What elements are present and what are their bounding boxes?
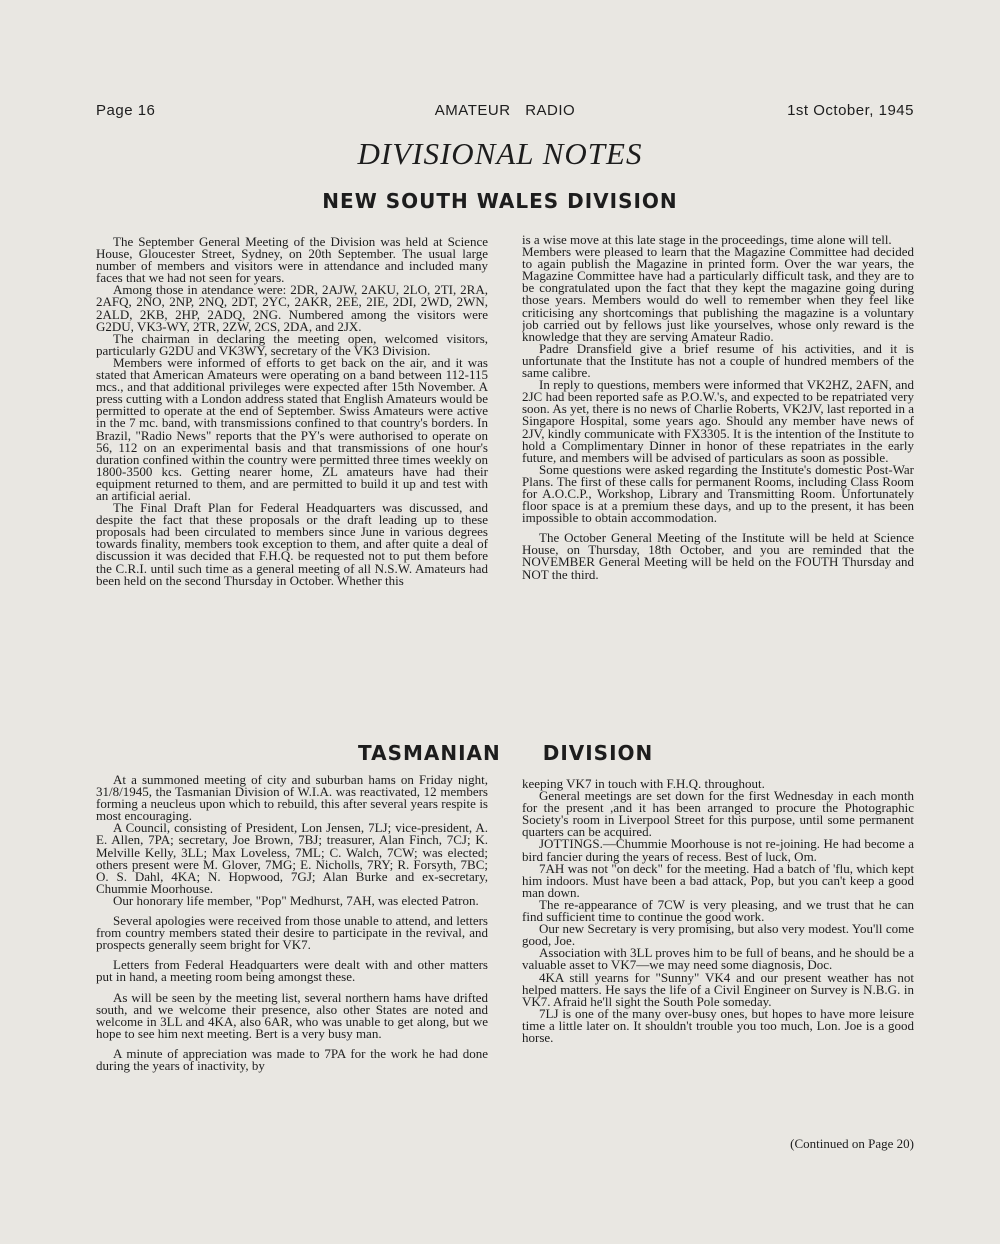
tas-left-column [96, 774, 488, 1158]
paragraph: Several apologies were received from those unable to attend, and letters from country members stated their desire to participate in the revival, and prospects generally seem bright for VK7. [96, 913, 488, 953]
issue-date: 1st October, 1945 [787, 102, 914, 119]
nsw-right-column [522, 234, 914, 728]
paragraph: The September General Meeting of the Division was held at Science House, Gloucester Street, Sydney, on 20th September. The usual large number of members and visitors were in attendance and included many faces that we had not seen for years. [96, 236, 488, 286]
paragraph: General meetings are set down for the first Wednesday in each month for the present ,and it has been arranged to procure the Photographic Society's room in Liverpool Street for this purpose, until some permanent quarters can be acquired. [522, 788, 914, 840]
running-head [96, 102, 914, 124]
paragraph: The October General Meeting of the Institute will be held at Science House, on Thursday, 18th October, and you are reminded that the NOVEMBER General Meeting will be held on the FOUTH Thursday and NOT the third. [522, 530, 914, 582]
paragraph: 4KA still yearns for "Sunny" VK4 and our present weather has not helped matters. He says the life of a Civil Engineer on Survey is N.B.G. in VK7. Afraid he'll sight the South Pole someday. [522, 969, 914, 1009]
paragraph: The re-appearance of 7CW is very pleasing, and we trust that he can find sufficient time to continue the good work. [522, 896, 914, 925]
paragraph: is a wise move at this late stage in the proceedings, time alone will tell. [522, 234, 892, 247]
paragraph: At a summoned meeting of city and suburban hams on Friday night, 31/8/1945, the Tasmanian Division of W.I.A. was reactivated, 12 members forming a neucleus upon which to rebuild, this after several years respite is most encouraging. [96, 774, 488, 824]
paragraph: A Council, consisting of President, Lon Jensen, 7LJ; vice-president, A. E. Allen, 7PA; secretary, Joe Brown, 7BJ; treasurer, Alan Finch, 7CJ; K. Melville Kelly, 3LL; Max Loveless, 7ML; C. Walch, 7CW; was elected; others present were M. Glover, 7MG; E. Nicholls, 7RY; R. Forsyth, 7BC; O. S. Dahl, 4KA; N. Hopwood, 7GJ; Alan Burke and ex-secretary, Chummie Moorhouse. [96, 820, 488, 896]
page-title: DIVISIONAL NOTES [357, 136, 643, 171]
paragraph: keeping VK7 in touch with F.H.Q. throughout. [522, 778, 765, 791]
nsw-left-column [96, 236, 488, 726]
continued-note: (Continued on Page 20) [790, 1136, 914, 1151]
paragraph: Among those in atendance were: 2DR, 2AJW, 2AKU, 2LO, 2TI, 2RA, 2AFQ, 2NO, 2NP, 2NQ, 2DT, 2YC, 2AKR, 2EE, 2IE, 2DI, 2WD, 2WN, 2ALD, 2KB, 2HP, 2ADQ, 2NG. Numbered among the visitors were G2DU, VK3-WY, 2TR, 2ZW, 2CS, 2DA, and 2JX. [96, 282, 488, 334]
paragraph: In reply to questions, members were informed that VK2HZ, 2AFN, and 2JC had been reported safe as P.O.W.'s, and expected to be repatriated very soon. As yet, there is no news of Charlie Roberts, VK2JV, last reported in a Singapore Hospital, some years ago. Should any member have news of 2JV, kindly communicate with FX3305. It is the intention of the Institute to hold a Complimentary Dinner in honor of these repatriates in the early future, and members will be advised of particulars as soon as possible. [522, 377, 914, 465]
paragraph: Letters from Federal Headquarters were dealt with and other matters put in hand, a meeting room being amongst these. [96, 957, 488, 985]
paragraph: Our new Secretary is very promising, but also very modest. You'll come good, Joe. [522, 921, 914, 949]
tas-right-column [522, 778, 914, 1158]
paragraph: As will be seen by the meeting list, several northern hams have drifted south, and we welcome their presence, also other States are noted and welcome in 3LL and 4KA, also 6AR, who was unable to get along, but we hope to see him next meeting. Bert is a very busy man. [96, 989, 488, 1041]
paragraph: The chairman in declaring the meeting open, welcomed visitors, particularly G2DU and VK3WY, secretary of the VK3 Division. [96, 330, 488, 358]
tasmanian-division-heading: TASMANIAN DIVISION [358, 741, 654, 765]
paragraph: The Final Draft Plan for Federal Headquarters was discussed, and despite the fact that these proposals or the draft leading up to these proposals had been circulated to members since June in various degrees towards finality, members took exception to them, and after quite a deal of discussion it was decided that F.H.Q. be requested not to put them before the C.R.I. until such time as a general meeting of all N.S.W. Amateurs had been held on the second Thursday in October. Whether this [96, 500, 488, 588]
paragraph: Members were pleased to learn that the Magazine Committee had decided to again publish the Magazine in printed form. Over the war years, the Magazine Committee have had a particularly difficult task, and they are to be congratulated upon the fact that they kept the magazine going during those years. Members would do well to remember when they feel like criticising any shortcomings that publishing the magazine is a voluntary job carried out by fellows just like yourselves, whose only reward is the knowledge that they are serving Amateur Radio. [522, 244, 914, 344]
paragraph: JOTTINGS.—Chummie Moorhouse is not re-joining. He had become a bird fancier during the years of recess. Best of luck, Om. [522, 836, 914, 864]
paragraph: 7AH was not "on deck" for the meeting. Had a batch of 'flu, which kept him indoors. Must have been a bad attack, Pop, but you can't keep a good man down. [522, 860, 914, 900]
publication-name: AMATEUR RADIO [434, 102, 576, 119]
paragraph: A minute of appreciation was made to 7PA for the work he had done during the years of inactivity, by [96, 1045, 488, 1073]
page-number: Page 16 [96, 102, 156, 119]
paragraph: Association with 3LL proves him to be full of beans, and he should be a valuable asset to VK7—we may need some diagnosis, Doc. [522, 945, 914, 973]
paragraph: Padre Dransfield give a brief resume of his activities, and it is unfortunate that the Institute has not a couple of hundred members of the same calibre. [522, 340, 914, 381]
paragraph: Some questions were asked regarding the Institute's domestic Post-War Plans. The first of these calls for permanent Rooms, including Class Room for A.O.C.P., Workshop, Library and Transmitting Room. Unfortunately floor space is at a premium these days, and up to the present, it has been impossible to obtain accommodation. [522, 461, 914, 526]
paragraph: Members were informed of efforts to get back on the air, and it was stated that American Amateurs were operating on a band between 112-115 mcs., and that additional privileges were expected after 15th November. A press cutting with a London address stated that English Amateurs would be permitted to operate at the end of September. Swiss Amateurs were active in the 7 mc. band, with transmissions confined to that country's borders. In Brazil, "Radio News" reports that the PY's were authorised to operate on 56, 112 on an experimental basis and that transmissions of one hour's duration confined within the country were permitted three times weekly on 1800-3500 kcs. Getting nearer home, ZL amateurs have had their equipment returned to them, and are permitted to build it up and test with an artificial aerial. [96, 354, 488, 503]
nsw-division-heading: NEW SOUTH WALES DIVISION [322, 189, 678, 213]
paragraph: 7LJ is one of the many over-busy ones, but hopes to have more leisure time a little later on. It shouldn't trouble you too much, Lon. Joe is a good horse. [522, 1005, 914, 1045]
paragraph: Our honorary life member, "Pop" Medhurst, 7AH, was elected Patron. [113, 892, 479, 908]
